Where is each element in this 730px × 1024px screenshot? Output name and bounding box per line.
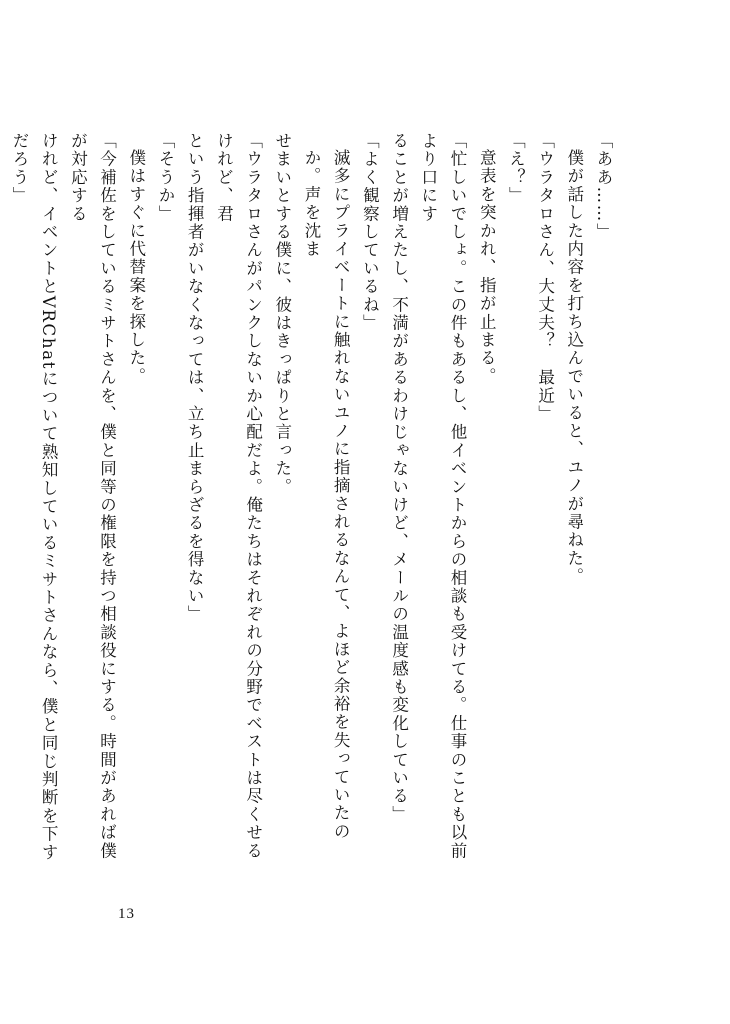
text-line: 「え？」 bbox=[506, 132, 526, 205]
text-line: ることが増えたし、不満があるわけじゃないけど、メールの温度感も変化している」 bbox=[389, 132, 409, 824]
text-line: という指揮者がいなくなっては、立ち止まらざるを得ない」 bbox=[185, 132, 205, 624]
text-line: 「ウラタロさんがパンクしないか心配だよ。俺たちはそれぞれの分野でベストは尽くせるけれど、君 bbox=[214, 132, 263, 860]
text-line: 「忙しいでしょ。この件もあるし、他イベントからの相談も受けてる。仕事のことも以前より口にす bbox=[418, 132, 467, 860]
text-line: 「ああ……」 bbox=[594, 132, 613, 242]
text-line: 僕が話した内容を打ち込んでいると、ユノが尋ねた。 bbox=[564, 148, 584, 586]
page-number: 13 bbox=[118, 906, 135, 922]
text-line: 「ウラタロさん、大丈夫？ 最近」 bbox=[535, 132, 555, 424]
text-line: 「今補佐をしているミサトさんを、僕と同等の権限を持つ相談役にする。時間があれば僕が対応する bbox=[68, 132, 117, 860]
body-text bbox=[9, 132, 618, 872]
text-line: 「よく観察しているね」 bbox=[360, 132, 380, 333]
text-line bbox=[0, 132, 5, 872]
text-line: けれど、イベントとVRChatについて熟知しているミサトさんなら、僕と同じ判断を下すだろう」 bbox=[9, 132, 59, 862]
text-line: 「そうか」 bbox=[155, 132, 175, 223]
text-line: 僕はすぐに代替案を探した。 bbox=[126, 148, 146, 386]
text-line: せまいとする僕に、彼はきっぱりと言った。 bbox=[272, 132, 292, 496]
text-line: 滅多にプライベートに触れないユノに指摘されるなんて、よほど余裕を失っていたのか。声を沈ま bbox=[301, 148, 351, 841]
text-line: 意表を突かれ、指が止まる。 bbox=[477, 148, 497, 386]
